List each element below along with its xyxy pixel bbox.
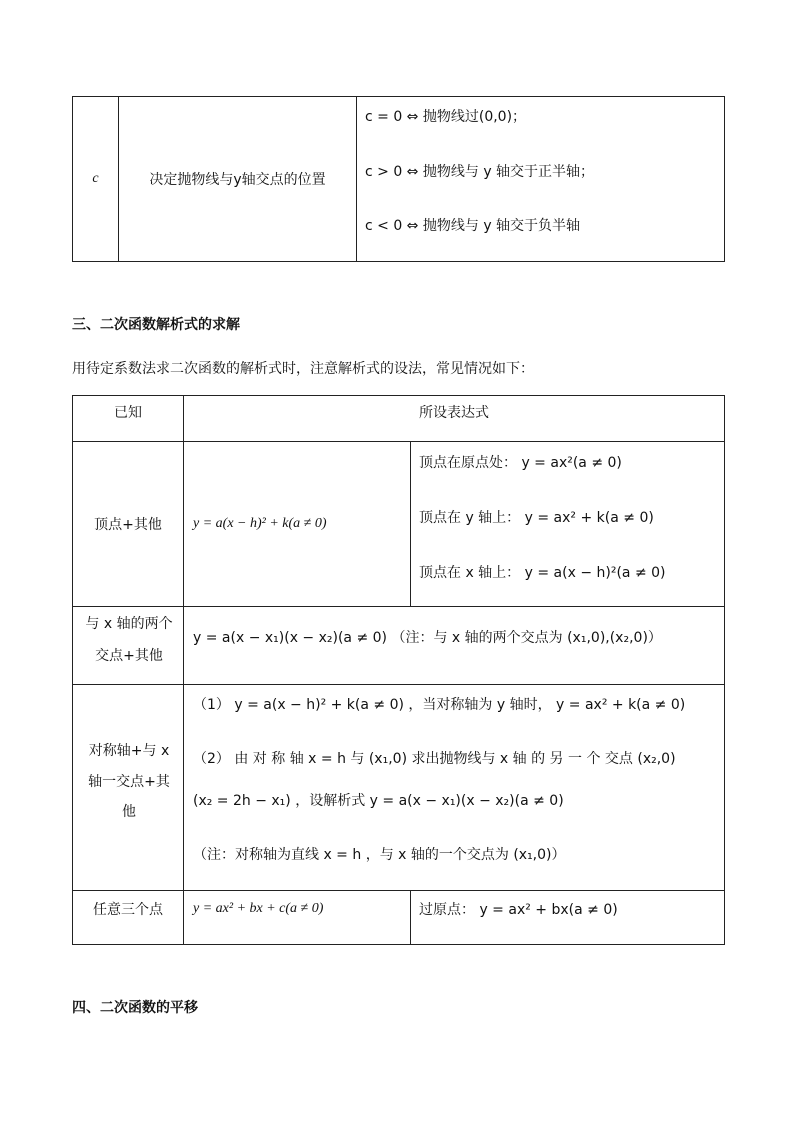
section-3-intro: 用待定系数法求二次函数的解析式时，注意解析式的设法，常见情况如下： xyxy=(72,361,534,377)
coefficient-meaning: 决定抛物线与y轴交点的位置 xyxy=(149,172,326,188)
r1-vertex-y-axis: 顶点在 y 轴上： y = ax² + k(a ≠ 0) xyxy=(419,510,654,526)
r3-known-line1: 对称轴+与 x xyxy=(88,743,170,759)
r1-known: 顶点+其他 xyxy=(94,517,162,533)
coefficient-symbol: c xyxy=(92,171,99,186)
r4-through-origin: 过原点： y = ax² + bx(a ≠ 0) xyxy=(419,902,618,918)
r3-known-line3: 他 xyxy=(122,804,136,820)
section-4-title: 四、二次函数的平移 xyxy=(72,1000,198,1016)
r2-known-line2: 交点+其他 xyxy=(95,648,163,664)
r1-vertex-origin: 顶点在原点处： y = ax²(a ≠ 0) xyxy=(419,455,622,471)
r3-case-1: （1） y = a(x − h)² + k(a ≠ 0) ，当对称轴为 y 轴时， y = ax² + k(a ≠ 0) xyxy=(193,697,686,713)
r4-form: y = ax² + bx + c(a ≠ 0) xyxy=(193,901,324,916)
r4-known: 任意三个点 xyxy=(93,902,163,918)
coefficient-table xyxy=(72,96,725,262)
r2-form: y = a(x − x₁)(x − x₂)(a ≠ 0) （注：与 x 轴的两个交点为 (x₁,0),(x₂,0)） xyxy=(193,630,662,646)
coefficient-cases-cell xyxy=(357,97,725,262)
r2-known-line1: 与 x 轴的两个 xyxy=(85,616,173,632)
r1-vertex-x-axis: 顶点在 x 轴上： y = a(x − h)²(a ≠ 0) xyxy=(419,565,666,581)
header-known: 已知 xyxy=(114,405,142,421)
r3-note: （注：对称轴为直线 x = h ，与 x 轴的一个交点为 (x₁,0)） xyxy=(193,847,566,863)
r1-general-form: y = a(x − h)² + k(a ≠ 0) xyxy=(193,516,327,531)
expression-table xyxy=(72,395,725,945)
coefficient-symbol-cell xyxy=(73,97,119,262)
case-c-zero: c = 0 ⇔ 抛物线过(0,0)； xyxy=(365,109,527,125)
case-c-positive: c > 0 ⇔ 抛物线与 y 轴交于正半轴； xyxy=(365,164,595,180)
header-form: 所设表达式 xyxy=(419,405,489,421)
section-3-title: 三、二次函数解析式的求解 xyxy=(72,317,240,333)
r3-case-2: （2） 由 对 称 轴 x = h 与 (x₁,0) 求出抛物线与 x 轴 的 另 一 个 交点 (x₂,0) xyxy=(193,751,676,767)
r3-known-line2: 轴一交点+其 xyxy=(88,774,170,790)
coefficient-meaning-cell xyxy=(119,97,357,262)
r3-case-2-cont: (x₂ = 2h − x₁) ，设解析式 y = a(x − x₁)(x − x₂)(a ≠ 0) xyxy=(193,793,564,809)
case-c-negative: c < 0 ⇔ 抛物线与 y 轴交于负半轴 xyxy=(365,218,581,234)
